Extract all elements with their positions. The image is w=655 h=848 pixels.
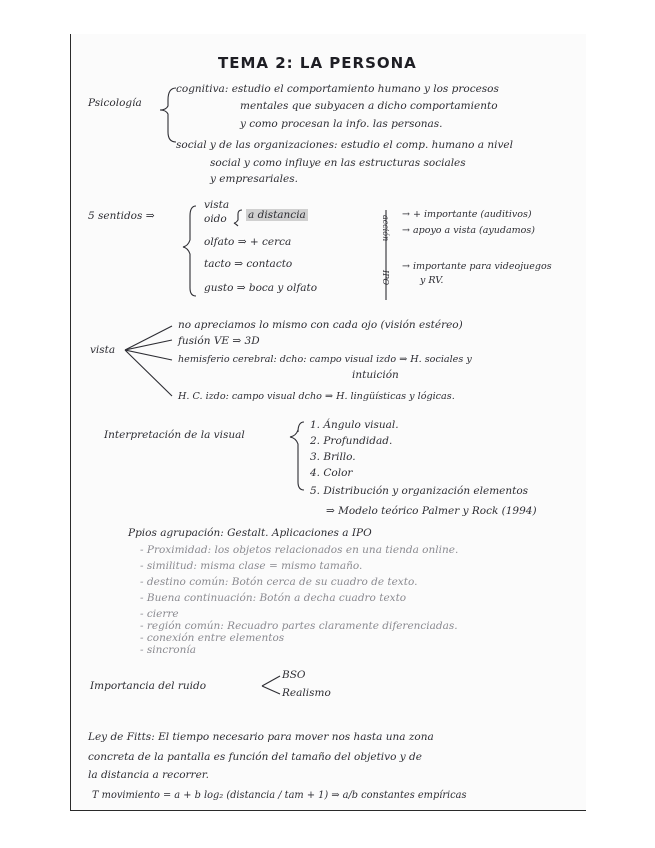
sentidos-label: 5 sentidos ⇒	[88, 210, 155, 222]
psicologia-cognitiva-line-2: mentales que subyacen a dicho comportamiento	[240, 100, 498, 112]
sentidos-note-4: y RV.	[420, 275, 444, 286]
agrupacion-item-8: - sincronía	[140, 644, 196, 656]
agrupacion-item-1: - Proximidad: los objetos relacionados en una tienda online.	[140, 544, 459, 556]
psicologia-social-line-3: y empresariales.	[210, 173, 298, 185]
sentido-distancia: a distancia	[248, 209, 306, 221]
agrupacion-item-3: - destino común: Botón cerca de su cuadro de texto.	[140, 576, 418, 588]
fitts-line-2: concreta de la pantalla es función del tamaño del objetivo y de	[88, 751, 422, 763]
psicologia-cognitiva-line-1: cognitiva: estudio el comportamiento humano y los procesos	[176, 83, 499, 95]
sentidos-note-2: → apoyo a vista (ayudamos)	[402, 225, 535, 236]
accion-label: acción	[381, 215, 390, 242]
psicologia-social-line-1: social y de las organizaciones: estudio el comp. humano a nivel	[176, 139, 513, 151]
sentido-olfato: olfato ⇒ + cerca	[204, 236, 292, 248]
agrupacion-heading: Ppios agrupación: Gestalt. Aplicaciones a IPO	[128, 527, 372, 539]
psicologia-label: Psicología	[88, 97, 142, 109]
vista-item-4: H. C. izdo: campo visual dcho ⇒ H. lingüísticas y lógicas.	[178, 391, 455, 402]
sentidos-note-1: → + importante (auditivos)	[402, 209, 532, 220]
vista-item-2: fusión VE ⇒ 3D	[178, 335, 260, 347]
vista-item-3b: intuición	[352, 369, 399, 381]
interpretacion-item-1: 1. Ángulo visual.	[310, 419, 399, 431]
interpretacion-item-6: ⇒ Modelo teórico Palmer y Rock (1994)	[326, 505, 537, 517]
ruido-label: Importancia del ruido	[90, 680, 207, 692]
interpretacion-item-5: 5. Distribución y organización elementos	[310, 485, 529, 497]
sentidos-note-3: → importante para videojuegos	[402, 261, 552, 272]
sentido-tacto: tacto ⇒ contacto	[204, 258, 293, 270]
sentido-vista: vista	[204, 199, 230, 211]
agrupacion-item-5: - cierre	[140, 608, 179, 620]
agrupacion-item-4: - Buena continuación: Botón a decha cuadro texto	[140, 592, 407, 604]
sentido-gusto: gusto ⇒ boca y olfato	[204, 282, 318, 294]
psicologia-social-line-2: social y como influye en las estructuras sociales	[210, 157, 466, 169]
fitts-line-1: Ley de Fitts: El tiempo necesario para mover nos hasta una zona	[88, 731, 434, 743]
vista-item-1: no apreciamos lo mismo con cada ojo (visión estéreo)	[178, 319, 463, 331]
vista-label: vista	[90, 344, 116, 356]
fitts-formula: T movimiento = a + b log₂ (distancia / tam + 1) ⇒ a/b constantes empíricas	[92, 790, 467, 801]
page-title: TEMA 2: LA PERSONA	[218, 54, 417, 72]
interpretacion-label: Interpretación de la visual	[104, 429, 245, 441]
vista-item-3: hemisferio cerebral: dcho: campo visual izdo ⇒ H. sociales y	[178, 354, 472, 365]
psicologia-cognitiva-line-3: y como procesan la info. las personas.	[240, 118, 443, 130]
ipo-label: IPO	[381, 270, 390, 286]
agrupacion-item-2: - similitud: misma clase = mismo tamaño.	[140, 560, 363, 572]
agrupacion-item-6: - región común: Recuadro partes claramente diferenciadas.	[140, 620, 458, 632]
interpretacion-item-4: 4. Color	[310, 467, 353, 479]
ruido-item-realismo: Realismo	[282, 687, 331, 699]
sentido-oido: oido	[204, 213, 227, 225]
agrupacion-item-7: - conexión entre elementos	[140, 632, 285, 644]
ruido-item-bso: BSO	[282, 669, 306, 681]
interpretacion-item-2: 2. Profundidad.	[310, 435, 393, 447]
fitts-line-3: la distancia a recorrer.	[88, 769, 209, 781]
interpretacion-item-3: 3. Brillo.	[310, 451, 356, 463]
